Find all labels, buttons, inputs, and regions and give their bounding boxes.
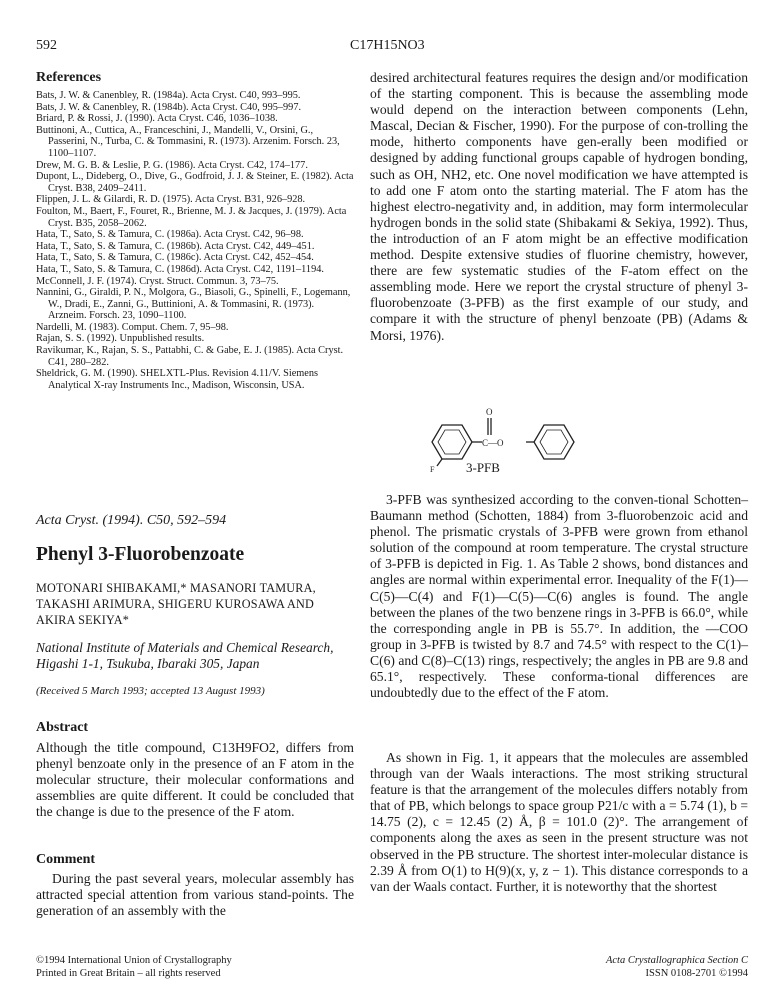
footer-right (606, 954, 748, 980)
issn-line: ISSN 0108-2701 ©1994 (645, 968, 748, 979)
footer-left (36, 954, 232, 980)
scheme-caption: 3-PFB (466, 460, 500, 475)
reference-item: Hata, T., Sato, S. & Tamura, C. (1986c). Acta Cryst. C42, 452–454. (36, 252, 314, 264)
reference-item: Briard, P. & Rossi, J. (1990). Acta Cryst. C46, 1036–1038. (36, 113, 278, 125)
reference-item: Rajan, S. S. (1992). Unpublished results. (36, 333, 205, 345)
reference-item: Dupont, L., Dideberg, O., Dive, G., Godfroid, J. J. & Steiner, E. (1982). Acta Cryst. B38, 2409–2411. (36, 171, 354, 194)
reference-item: McConnell, J. F. (1974). Cryst. Struct. Commun. 3, 73–75. (36, 275, 279, 287)
running-title: C17H15NO3 (350, 38, 425, 53)
reference-item: Sheldrick, G. M. (1990). SHELXTL-Plus. Revision 4.11/V. Siemens Analytical X-ray Instruments Inc., Madison, Wisconsin, USA. (36, 368, 319, 391)
ester-label: C—O (482, 438, 504, 448)
reference-item: Flippen, J. L. & Gilardi, R. D. (1975). Acta Cryst. B31, 926–928. (36, 194, 306, 206)
journal-section-line: Acta Crystallographica Section C (605, 955, 748, 966)
reference-item: Ravikumar, K., Rajan, S. S., Pattabhi, C. & Gabe, E. J. (1985). Acta Cryst. C41, 280–282. (36, 345, 344, 368)
body-paragraph: 3-PFB was synthesized according to the conven-tional Schotten–Baumann method (Schotten, 1884) from 3-fluorobenzoic acid and phenol. The prismatic crystals of 3-PFB were grown from ethanol solution of the compound at room temperature. The crystal structure of 3-PFB is depicted in Fig. 1. As Table 2 shows, bond distances and angles are normal within experimental error. Inequality of the F(1)—C(5)—C(4) and F(1)—C(5)—C(6) angles is found. The angle between the planes of the two benzene rings in 3-PFB is 66.0°, while the corresponding angle in PB is 55.7°. In addition, the —COO group in 3-PFB is twisted by 8.7 and 74.5° with respect to the C(1)–C(6) and C(8)–C(13) rings, respectively; the angles in PB are 9.8 and 65.1°, respectively. These conforma-tional differences are undoubtedly due to the effect of the F atom. (370, 492, 748, 701)
authors-line: MOTONARI SHIBAKAMI,* MASANORI TAMURA, (36, 581, 316, 595)
references-heading: References (36, 70, 102, 85)
reference-item: Nardelli, M. (1983). Comput. Chem. 7, 95–98. (36, 321, 229, 333)
reference-item: Nannini, G., Giraldi, P. N., Molgora, G., Biasoli, G., Spinelli, F., Logemann, W., Dradi, E., Zanni, G., Buttinioni, A. & Tommasini, R. (1973). Arzneim. Forsch. 23, 1090–1100. (36, 287, 351, 322)
copyright-line: ©1994 International Union of Crystallography (36, 955, 232, 966)
chemical-scheme (420, 402, 630, 482)
comment-heading: Comment (36, 852, 96, 867)
body-paragraph: As shown in Fig. 1, it appears that the molecules are assembled through van der Waals interactions. The most striking structural feature is that the arrangement of the molecules differs notably from that of PB, which belongs to space group P21/c with a = 5.74 (1), b = 14.75 (2), c = 12.45 (2) Å, β = 101.0 (2)°. The arrangement of components along the axes as seen in the present structure was not observed in the PB structure. The shortest inter-molecular distance is 2.39 Å from O(1) to H(9)(x, y, z − 1). This distance corresponds to a van der Waals contact. Further, it is noteworthy that the shortest (370, 750, 748, 894)
reference-item: Drew, M. G. B. & Leslie, P. G. (1986). Acta Cryst. C42, 174–177. (36, 159, 308, 171)
reference-item: Bats, J. W. & Canenbley, R. (1984a). Acta Cryst. C40, 993–995. (36, 90, 301, 101)
reference-item: Buttinoni, A., Cuttica, A., Franceschini, J., Mandelli, V., Orsini, G., Passerini, N., Turba, C. & Tommasini, R. (1973). Arzenim. Forsch. 23, 1100–1107. (36, 124, 340, 159)
affiliation (36, 640, 366, 672)
reference-item: Bats, J. W. & Canenbley, R. (1984b). Acta Cryst. C40, 995–997. (36, 101, 302, 113)
fluorine-label: F (430, 465, 435, 472)
abstract-heading: Abstract (36, 720, 89, 735)
authors-line: AKIRA SEKIYA* (36, 613, 129, 627)
reference-item: Hata, T., Sato, S. & Tamura, C. (1986d). Acta Cryst. C42, 1191–1194. (36, 263, 324, 275)
reference-item: Hata, T., Sato, S. & Tamura, C. (1986b). Acta Cryst. C42, 449–451. (36, 240, 315, 252)
article-title: Phenyl 3-Fluorobenzoate (36, 544, 245, 565)
reference-item: Foulton, M., Baert, F., Fouret, R., Brienne, M. J. & Jacques, J. (1979). Acta Cryst. B35, 2058–2062. (36, 205, 347, 229)
affiliation-line: Higashi 1-1, Tsukuba, Ibaraki 305, Japan (36, 656, 260, 671)
comment-text: During the past several years, molecular assembly has attracted special attention from various stand-points. The generation of an assembly with the (36, 871, 354, 919)
authors-line: TAKASHI ARIMURA, SHIGERU KUROSAWA AND (36, 597, 314, 611)
abstract-text: Although the title compound, C13H9FO2, differs from phenyl benzoate only in the presence of an F atom in the molecular structure, their molecular conformations and assemblies are quite different. It could be concluded that the change is due to the presence of the F atom. (36, 740, 354, 820)
structure-drawing (420, 402, 630, 472)
journal-reference-text: Acta Cryst. (1994). C50, 592–594 (36, 513, 227, 528)
journal-reference (36, 513, 226, 529)
authors (36, 580, 354, 628)
affiliation-line: National Institute of Materials and Chemical Research, (36, 640, 334, 655)
body-paragraph: desired architectural features requires the design and/or modification of the starting component. This is because the assembling mode would depend on the interaction between components (Lehn, Mascal, Decian & Fischer, 1990). For the purpose of con-trolling the mode, hitherto components have gen-erally been modified or designed by adding functional groups capable of hydrogen bonding, such as OH, NH2, etc. One novel modification we have attempted is to add one F atom onto the starting material. The F atom has the highest electro-negativity and, in addition, may form intermolecular hydrogen bonds in the solid state (Shibakami & Sekiya, 1992). Thus, the introduction of an F atom might be an effective modification method. Despite extensive studies of fluorine chemistry, however, there are few systematic studies of the F-atom effect on the assembling mode. Here we report the crystal structure of phenyl 3-fluorobenzoate (3-PFB) as the first example of our study, and compare it with the structure of phenyl benzoate (PB) (Adams & Morsi, 1976). (370, 70, 748, 343)
page-number: 592 (36, 38, 57, 53)
references-section (36, 70, 354, 391)
references-list (36, 90, 354, 391)
oxygen-label: O (486, 407, 493, 417)
received-dates: (Received 5 March 1993; accepted 13 August 1993) (36, 685, 265, 697)
reference-item: Hata, T., Sato, S. & Tamura, C. (1986a). Acta Cryst. C42, 96–98. (36, 229, 304, 241)
printed-line: Printed in Great Britain – all rights reserved (36, 968, 221, 979)
